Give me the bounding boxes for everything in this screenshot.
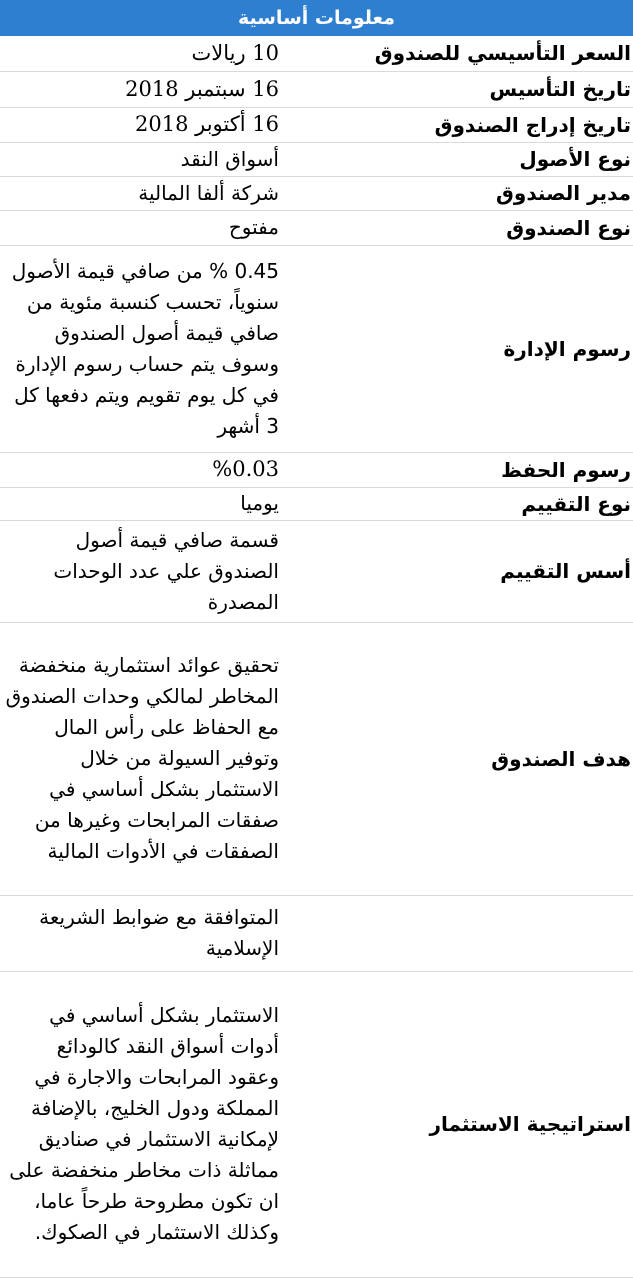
row-label: نوع الأصول (281, 142, 633, 176)
row-value: 16 سبتمبر 2018 (0, 71, 281, 107)
row-value: 10 ريالات (0, 36, 281, 71)
row-value: الاستثمار بشكل أساسي في أدوات أسواق النقد كالودائع وعقود المرابحات والاجارة في المملكة ودول الخليج، بالإضافة لإمكانية الاستثمار في صناديق مماثلة ذات مخاطر منخفضة على ان تكون مطروحة طرحاً عاما، وكذلك الاستثمار في الصكوك. (0, 971, 281, 1277)
row-value: %0.03 (0, 452, 281, 487)
row-value: شركة ألفا المالية (0, 176, 281, 210)
row-label: أسس التقييم (281, 520, 633, 622)
info-grid (0, 36, 633, 1278)
table-row (0, 895, 633, 971)
row-label: استراتيجية الاستثمار (281, 971, 633, 1277)
table-row (0, 142, 633, 176)
table-row (0, 452, 633, 487)
row-label: السعر التأسيسي للصندوق (281, 36, 633, 71)
table-row (0, 36, 633, 71)
row-label: هدف الصندوق (281, 622, 633, 895)
row-value: يوميا (0, 487, 281, 520)
table-row (0, 107, 633, 142)
row-label: تاريخ التأسيس (281, 71, 633, 107)
table-row (0, 210, 633, 245)
row-label: مدير الصندوق (281, 176, 633, 210)
table-row (0, 71, 633, 107)
row-value: أسواق النقد (0, 142, 281, 176)
table-row (0, 971, 633, 1277)
row-label: رسوم الإدارة (281, 245, 633, 452)
row-label: نوع التقييم (281, 487, 633, 520)
row-value: 0.45 % من صافي قيمة الأصول سنوياً، تحسب كنسبة مئوية من صافي قيمة أصول الصندوق وسوف يتم حساب رسوم الإدارة في كل يوم تقويم ويتم دفعها كل 3 أشهر (0, 245, 281, 452)
row-label (281, 895, 633, 971)
row-value: قسمة صافي قيمة أصول الصندوق علي عدد الوحدات المصدرة (0, 520, 281, 622)
row-value: 16 أكتوبر 2018 (0, 107, 281, 142)
row-label: نوع الصندوق (281, 210, 633, 245)
table-row (0, 622, 633, 895)
table-header: معلومات أساسية (0, 0, 633, 36)
table-row (0, 520, 633, 622)
row-value: مفتوح (0, 210, 281, 245)
row-value: تحقيق عوائد استثمارية منخفضة المخاطر لمالكي وحدات الصندوق مع الحفاظ على رأس المال وتوفير السيولة من خلال الاستثمار بشكل أساسي في صفقات المرابحات وغيرها من الصفقات في الأدوات المالية (0, 622, 281, 895)
table-row (0, 176, 633, 210)
row-value: المتوافقة مع ضوابط الشريعة الإسلامية (0, 895, 281, 971)
table-row (0, 245, 633, 452)
row-label: تاريخ إدراج الصندوق (281, 107, 633, 142)
row-label: رسوم الحفظ (281, 452, 633, 487)
table-row (0, 487, 633, 520)
